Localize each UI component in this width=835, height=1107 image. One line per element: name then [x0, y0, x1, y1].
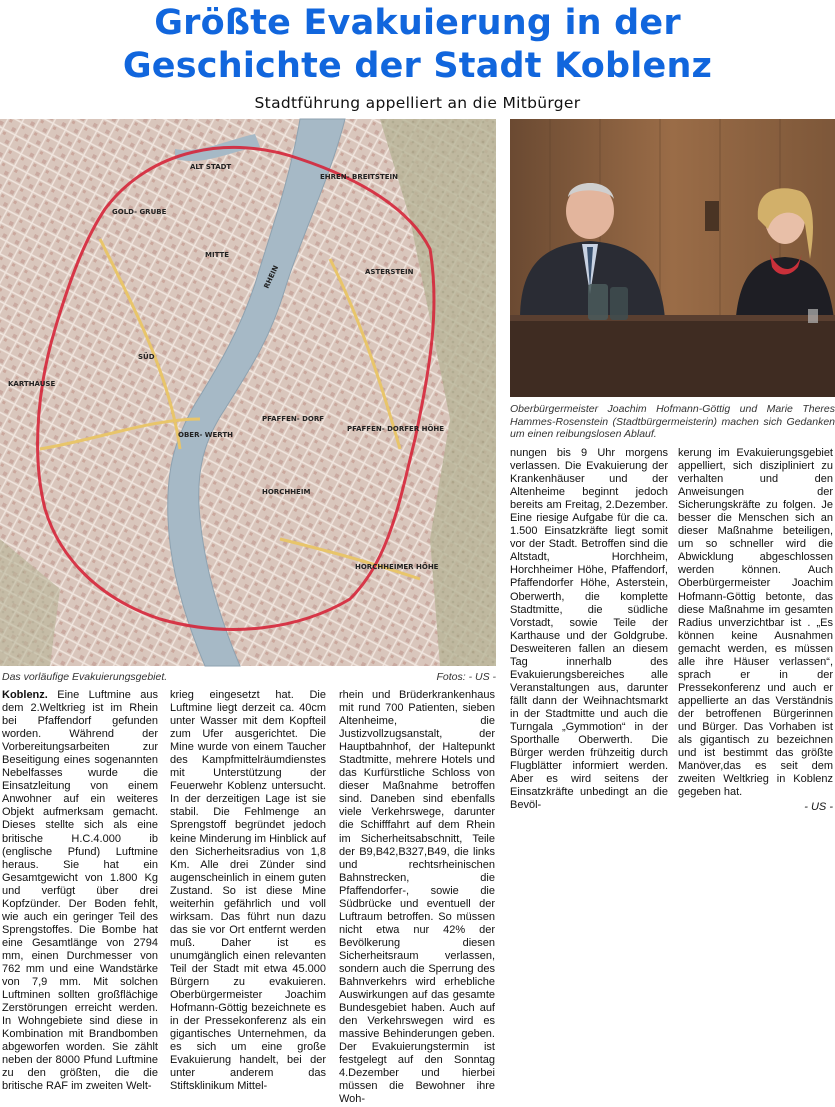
article-column-3: rhein und Brüderkrankenhaus mit rund 700 Patienten, sieben Altenheime, die Justizvollzugsanstalt, der Hauptbahnhof, der Haltepunkt Stadtmitte, mehrere Hotels und das Kurfürstliche Schloss von dieser Maßnahme betroffen sind. Daneben sind ebenfalls viele Verkehrswege, darunter die Schifffahrt auf dem Rhein im Sicherheitsabschnitt, Teile der B9,B42,B327,B49, die links und rechtsrheinischen Bahnstrecken, die Pfaffendorfer-, sowie die Südbrücke und eventuell der Luftraum betroffen. So müssen nicht etwa nur 42% der Bevölkerung diesen Sicherheitsraum verlassen, sondern auch die Sperrung des Bahnverkehrs wird erhebliche Auswirkungen auf das gesamte Bundesgebiet haben. Auch auf den Verkehrswegen wird es massive Behinderungen geben. Der Evakuierungstermin ist festgelegt auf den Sonntag 4.Dezember und hierbei müssen die Bewohner ihre Woh-: [339, 689, 495, 1106]
map-label-altstadt: ALT STADT: [190, 163, 232, 171]
map-label-rhein: RHEIN: [262, 264, 281, 290]
map-label-pfaffendorf: PFAFFEN- DORF: [262, 415, 325, 423]
headline-line-1: Größte Evakuierung in der: [154, 3, 681, 43]
article-column-2: krieg eingesetzt hat. Die Luftmine liegt derzeit ca. 40cm unter Wasser mit dem Kopfteil zum Ufer ausgerichtet. Die Mine wurde von einem Taucher des Kampfmittelräumdienstes mit Unterstützung der Feuerwehr Koblenz untersucht. In der derzeitigen Lage ist sie stabil. Die Fehlmenge an Sprengstoff begründet jedoch keine Minderung im Hinblick auf den Sicherheitsradius von 1,8 Km. Alle drei Zünder sind augenscheinlich in einem guten Zustand. So ist diese Mine weiterhin gefährlich und voll wirksam. Das führt nun dazu das sie vor Ort entfernt werden muß. Daher ist es unumgänglich einen relevanten Teil der Stadt mit etwa 45.000 Bürgern zu evakuieren. Oberbürgermeister Joachim Hofmann-Göttig bezeichnete es in der Pressekonferenz als ein gigantisches Unternehmen, da es sich um eine große Evakuierung handelt, bei der unter anderem das Stiftsklinikum Mittel-: [170, 689, 326, 1093]
map-label-oberwerth: OBER- WERTH: [178, 431, 234, 439]
map-label-sued: SÜD: [138, 353, 155, 361]
map-label-horchheimer-hoehe: HORCHHEIMER HÖHE: [355, 563, 439, 571]
author-byline: - US -: [804, 801, 833, 813]
map-label-horchheim: HORCHHEIM: [262, 488, 311, 496]
article-column-5: kerung im Evakuierungsgebiet appelliert, sich diszipliniert zu verhalten und den Anweisungen der Sicherungskräfte zu folgen. Je besser die Menschen sich an dieser Maßnahme beteiligen, um so schneller wird die Abwicklung abgeschlossen werden können. Auch Oberbürgermeister Joachim Hofmann-Göttig betonte, das diese Maßnahme im gesamten Radius unverzichtbar ist . „Es können keine Ausnahmen gemacht werden, es müssen alle ihre Häuser verlassen“, sprach er in der Pressekonferenz und auch er appellierte an das Verständnis der betroffenen Bürgerinnen und Bürger. Das Vorhaben ist als gigantisch zu bezeichnen und ist bestimmt das größte Manöver,das es seit dem zweiten Weltkrieg in Koblenz gegeben hat.: [678, 447, 833, 799]
article-column-1: [2, 689, 158, 1093]
photo-credit: Fotos: - US -: [436, 671, 496, 683]
headline: [0, 2, 835, 88]
article-column-4: nungen bis 9 Uhr morgens verlassen. Die Evakuierung der Krankenhäuser und der Altenheime beginnt jedoch bereits am Freitag, 2.Dezember. Eine riesige Aufgabe für die ca. 1.500 Einsatzkräfte liegt somit vor der Stadt. Betroffen sind die Altstadt, Horchheim, Horchheimer Höhe, Pfaffendorf, Pfaffendorfer Höhe, Asterstein, Oberwerth, die komplette Stadtmitte, die südliche Vorstadt, sowie Teile der Karthause und der Goldgrube. Desweiteren fallen an diesem Tag innerhalb des Evakuierungsbereiches alle Veranstaltungen aus, darunter fällt dann der Weihnachtsmarkt in der Stadtmitte und auch die Turngala „Gymmotion“ in der Sporthalle Oberwerth. Die Bürger werden frühzeitig durch Flugblätter informiert werden. Aber es wird seitens der Einsatzkräfte unbedingt an die Bevöl-: [510, 447, 668, 812]
subheadline: Stadtführung appelliert an die Mitbürger: [254, 94, 581, 112]
article-text-1: Eine Luftmine aus dem 2.Weltkrieg ist im Rhein bei Pfaffendorf gefunden worden. Während der Vorbereitungsarbeiten zur Beseitigung eines sogenannten Nebelfasses wurde die Einsatzleitung von einem Anwohner auf ein weiteres Objekt aufmerksam gemacht. Dieses stellte sich als eine britische H.C.4.000 ib (englische Pfund) Luftmine heraus. Sie hat ein Gesamtgewicht von 1.800 Kg und verfügt über drei Kopfzünder. Der Boden fehlt, wie auch ein geringer Teil des Sprengstoffes. Die Bombe hat eine Gesamtlänge von 2794 mm, einen Durchmesser von 762 mm und eine Wandstärke von 7,9 mm. Mit solchen Luftminen sollten großflächige Zerstörungen erreicht werden. In Wohngebiete sind diese in Kombination mit Brandbomben abgeworfen worden. Sie zählt neben der 8000 Pfund Luftmine zu den größten, die die britische RAF im zweiten Welt-: [2, 689, 158, 1093]
map-label-ehrenbreitstein: EHREN- BREITSTEIN: [320, 173, 398, 181]
map-label-asterstein: ASTERSTEIN: [365, 268, 414, 276]
map-label-mitte: MITTE: [205, 251, 230, 259]
map-caption: Das vorläufige Evakuierungsgebiet.: [2, 671, 168, 683]
press-conference-caption: Oberbürgermeister Joachim Hofmann-Göttig und Marie Theres Hammes-Rosenstein (Stadtbürgermeisterin) machen sich Gedanken um einen reibungslosen Ablauf.: [510, 403, 835, 440]
map-label-karthause: KARTHAUSE: [8, 380, 56, 388]
headline-line-2: Geschichte der Stadt Koblenz: [122, 46, 713, 86]
map-label-goldgrube: GOLD- GRUBE: [112, 208, 167, 216]
map-label-pfaffendorfer-hoehe: PFAFFEN- DORFER HÖHE: [347, 425, 445, 433]
dateline: Koblenz.: [2, 689, 48, 701]
press-conference-photo: [510, 119, 835, 397]
evacuation-map-photo: [0, 119, 496, 666]
